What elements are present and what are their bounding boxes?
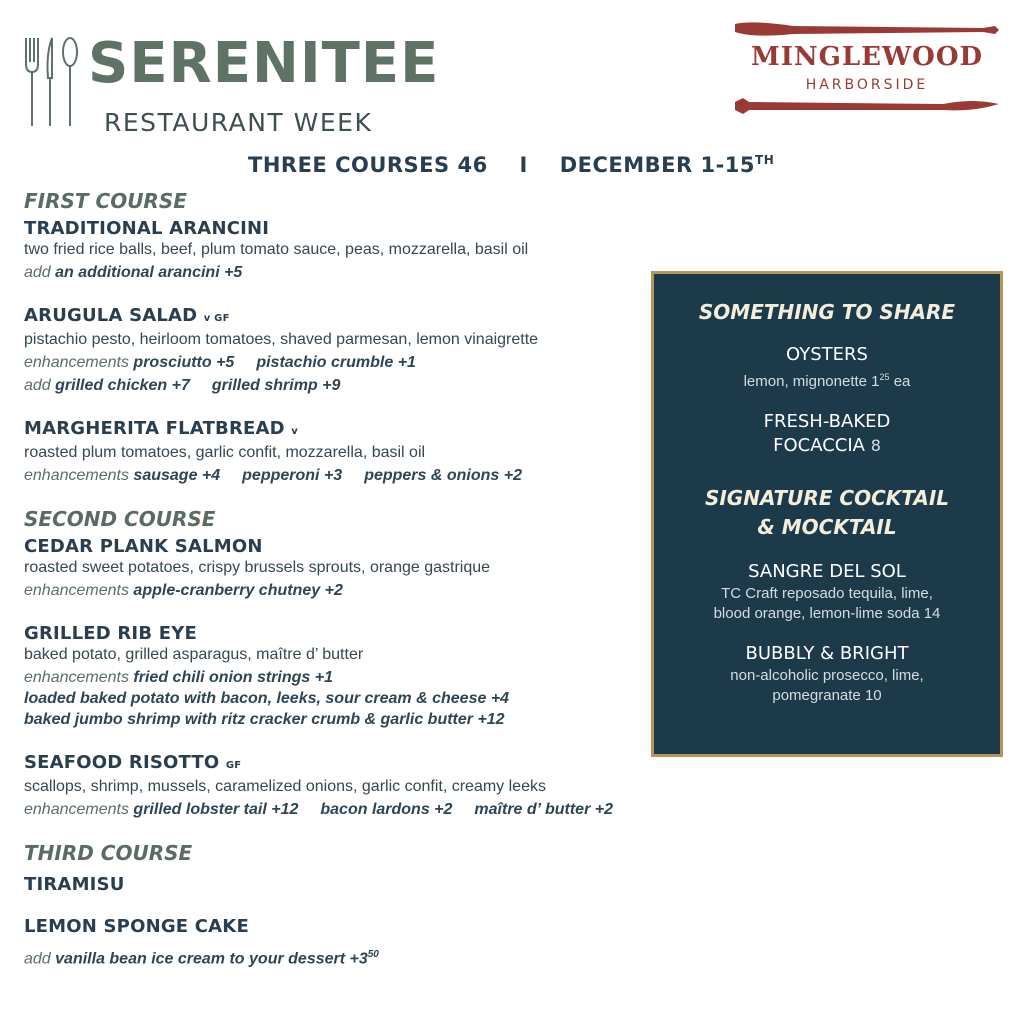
item-name: BUBBLY & BRIGHT	[745, 643, 909, 664]
third-course	[24, 842, 724, 969]
item-description-1: TC Craft reposado tequila, lime,	[721, 585, 933, 602]
dish-description: pistachio pesto, heirloom tomatoes, shaved parmesan, lemon vinaigrette	[24, 331, 539, 348]
dish-addon: enhancements sausage +4 pepperoni +3 peppers & onions +2	[24, 467, 522, 484]
dish-margherita-flatbread	[24, 418, 724, 486]
dish-name: CEDAR PLANK SALMON	[24, 536, 263, 557]
dish-addon: enhancements apple-cranberry chutney +2	[24, 582, 343, 599]
dish-name: GRILLED RIB EYE	[24, 623, 197, 644]
dish-name: TIRAMISU	[24, 874, 125, 895]
dish-addon: loaded baked potato with bacon, leeks, sour cream & cheese +4	[24, 690, 510, 707]
restaurant-location: HARBORSIDE	[805, 77, 929, 93]
diet-tag: v	[291, 426, 298, 437]
second-course	[24, 508, 724, 820]
item-focaccia	[654, 410, 1000, 458]
item-sangre-del-sol	[654, 560, 1000, 624]
dish-addon: enhancements grilled lobster tail +12 bacon lardons +2 maître d’ butter +2	[24, 801, 613, 818]
date-suffix: TH	[755, 153, 775, 167]
dish-arancini	[24, 218, 724, 283]
restaurant-logo	[733, 18, 1001, 120]
course-heading: SECOND COURSE	[24, 507, 216, 531]
item-oysters	[654, 343, 1000, 392]
dish-name: LEMON SPONGE CAKE	[24, 916, 249, 937]
brand-title: SERENITEE	[88, 31, 440, 96]
item-description-2: blood orange, lemon-lime soda 14	[713, 605, 941, 622]
banner-separator: I	[519, 153, 528, 177]
brand-subtitle: RESTAURANT WEEK	[104, 108, 373, 137]
item-bubbly-bright	[654, 642, 1000, 706]
course-heading: THIRD COURSE	[24, 841, 193, 865]
dish-cedar-plank-salmon	[24, 536, 724, 601]
dish-addon: enhancements fried chili onion strings +1	[24, 669, 334, 686]
share-heading: SOMETHING TO SHARE	[698, 300, 956, 324]
diet-tag: v GF	[203, 313, 230, 324]
dish-description: two fried rice balls, beef, plum tomato sauce, peas, mozzarella, basil oil	[24, 241, 529, 258]
dish-addon: add vanilla bean ice cream to your dessert $+3^{50}$	[24, 949, 379, 968]
dish-name: SEAFOOD RISOTTO GF	[24, 752, 242, 773]
course-heading: FIRST COURSE	[24, 189, 187, 213]
dish-grilled-rib-eye	[24, 623, 724, 730]
dish-name: MARGHERITA FLATBREAD v	[24, 418, 298, 439]
dish-seafood-risotto	[24, 752, 724, 820]
dish-description: scallops, shrimp, mussels, caramelized onions, garlic confit, creamy leeks	[24, 778, 546, 795]
price-banner	[248, 154, 774, 176]
item-name-line1: FRESH-BAKED	[763, 411, 891, 432]
first-course	[24, 190, 724, 486]
item-description: lemon, mignonette $1^{25}$ ea	[743, 372, 911, 390]
diet-tag: GF	[225, 760, 242, 771]
dish-addon: add an additional arancini +5	[24, 264, 243, 281]
dish-description: roasted plum tomatoes, garlic confit, mozzarella, basil oil	[24, 444, 426, 461]
date-text: DECEMBER 1-15	[559, 153, 756, 177]
dish-description: baked potato, grilled asparagus, maître d’ butter	[24, 646, 364, 663]
fork-knife-spoon-icon	[22, 34, 82, 130]
item-description-2: pomegranate 10	[772, 687, 882, 704]
restaurant-name: MINGLEWOOD	[750, 42, 984, 72]
dish-addon: add grilled chicken +7 grilled shrimp +9	[24, 377, 341, 394]
dish-addon: baked jumbo shrimp with ritz cracker crumb & garlic butter +12	[24, 711, 505, 728]
dish-arugula-salad	[24, 305, 724, 396]
dish-addon: enhancements prosciutto +5 pistachio crumble +1	[24, 354, 416, 371]
dish-tiramisu	[24, 874, 724, 896]
dish-description: roasted sweet potatoes, crispy brussels sprouts, orange gastrique	[24, 559, 491, 576]
dish-lemon-sponge-cake	[24, 916, 724, 969]
price-text: THREE COURSES 46	[248, 153, 488, 177]
dish-name: ARUGULA SALAD v GF	[24, 305, 230, 326]
share-panel	[651, 271, 1003, 757]
cocktail-heading: SIGNATURE COCKTAIL & MOCKTAIL	[704, 486, 950, 539]
item-name-line2: FOCACCIA 8	[773, 435, 881, 456]
item-name: SANGRE DEL SOL	[748, 561, 906, 582]
item-description-1: non-alcoholic prosecco, lime,	[730, 667, 924, 684]
item-name: OYSTERS	[786, 344, 868, 365]
menu-courses	[24, 190, 724, 991]
dish-name: TRADITIONAL ARANCINI	[24, 218, 270, 239]
